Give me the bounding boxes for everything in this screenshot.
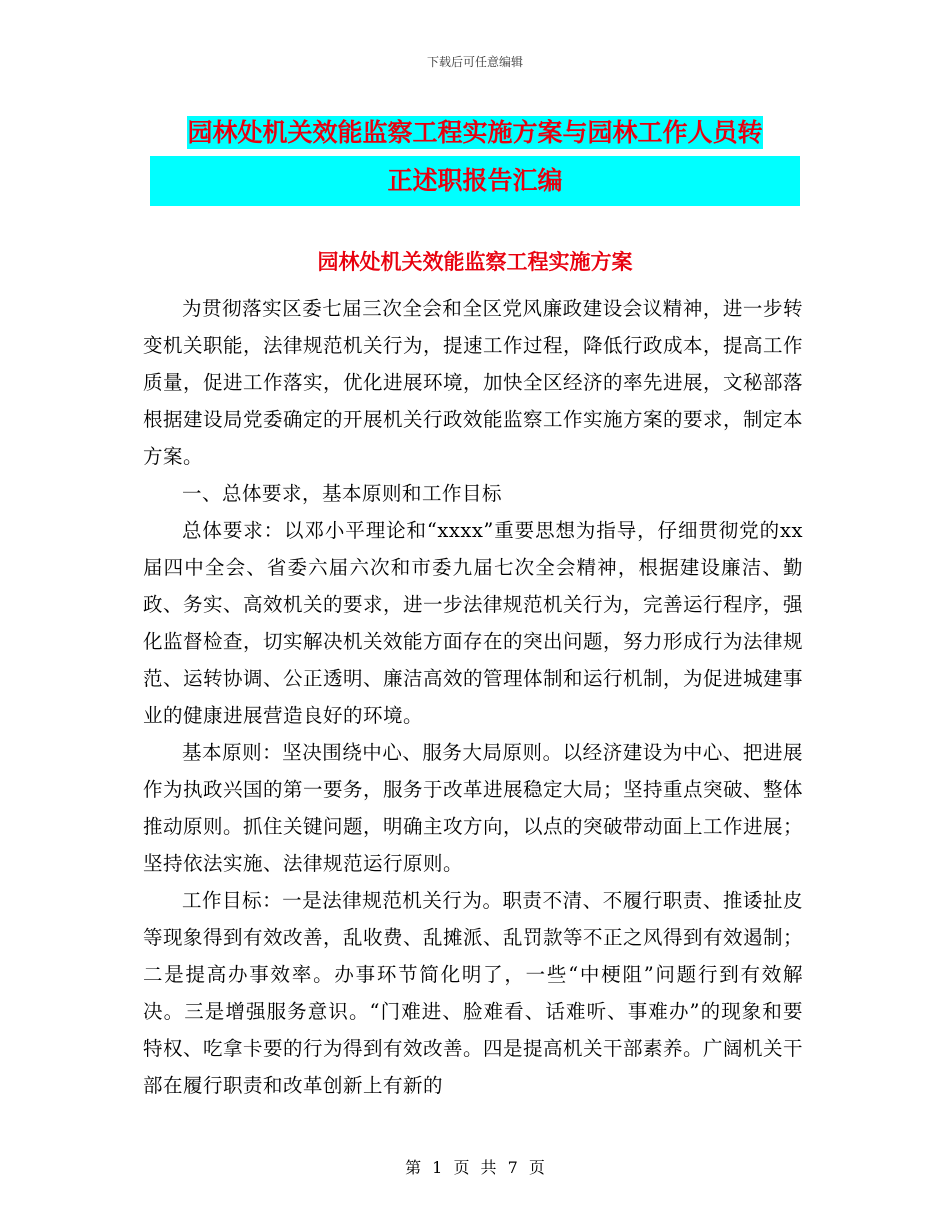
page-number-footer: 第 1 页 共 7 页	[405, 1158, 545, 1177]
document-title-line2-wrap	[150, 156, 800, 206]
paragraph: 为贯彻落实区委七届三次全会和全区党风廉政建设会议精神，进一步转变机关职能，法律规范机关行为，提速工作过程，降低行政成本，提高工作质量，促进工作落实，优化进展环境，加快全区经济的率先进展，文秘部落根据建设局党委确定的开展机关行政效能监察工作实施方案的要求，制定本方案。	[143, 297, 804, 468]
paragraph: 一、总体要求，基本原则和工作目标	[182, 482, 503, 505]
paragraph: 工作目标：一是法律规范机关行为。职责不清、不履行职责、推诿扯皮等现象得到有效改善，乱收费、乱摊派、乱罚款等不正之风得到有效遏制；二是提高办事效率。办事环节简化明了，一些“中梗阻”问题行到有效解决。三是增强服务意识。“门难进、脸难看、话难听、事难办”的现象和要特权、吃拿卡要的行为得到有效改善。四是提高机关干部素养。广阔机关干部在履行职责和改革创新上有新的	[143, 889, 804, 1097]
page-header-note: 下载后可任意编辑	[426, 55, 523, 69]
section-title: 园林处机关效能监察工程实施方案	[317, 249, 633, 274]
paragraph: 基本原则：坚决围绕中心、服务大局原则。以经济建设为中心、把进展作为执政兴国的第一要务，服务于改革进展稳定大局；坚持重点突破、整体推动原则。抓住关键问题，明确主攻方向，以点的突破带动面上工作进展；坚持依法实施、法律规范运行原则。	[143, 741, 804, 875]
document-title-line1: 园林处机关效能监察工程实施方案与园林工作人员转	[187, 118, 763, 147]
paragraph: 总体要求：以邓小平理论和“xxxx”重要思想为指导，仔细贯彻党的xx届四中全会、省委六届六次和市委九届七次全会精神，根据建设廉洁、勤政、务实、高效机关的要求，进一步法律规范机关行为，完善运行程序，强化监督检查，切实解决机关效能方面存在的突出问题，努力形成行为法律规范、运转协调、公正透明、廉洁高效的管理体制和运行机制，为促进城建事业的健康进展营造良好的环境。	[143, 519, 804, 727]
document-title-line2: 正述职报告汇编	[387, 166, 563, 195]
document-title	[150, 110, 800, 206]
document-body	[143, 290, 803, 1104]
